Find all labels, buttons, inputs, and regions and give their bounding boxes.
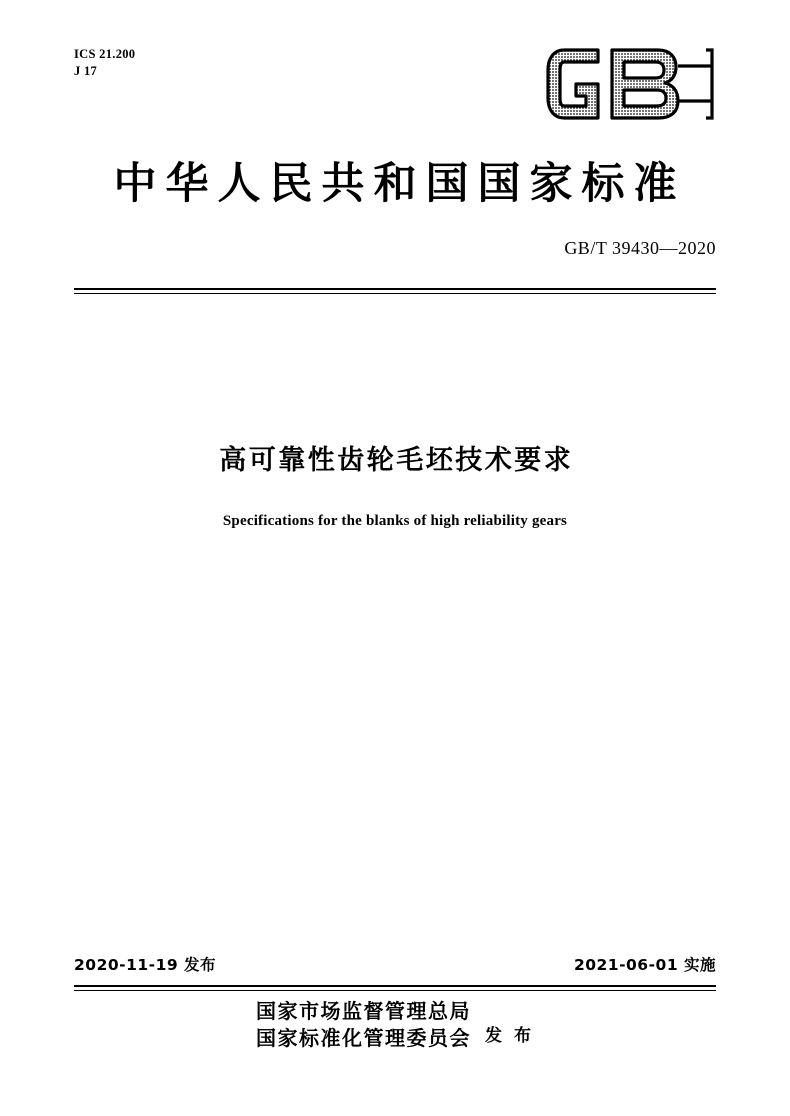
publisher-line-2: 国家标准化管理委员会 [256, 1026, 472, 1050]
standard-number: GB/T 39430—2020 [564, 238, 716, 258]
national-standard-title: 中华人民共和国国家标准 [113, 159, 686, 209]
ics-code: ICS 21.200 [74, 47, 136, 61]
gb-logo-icon [546, 44, 716, 124]
footer-divider-thick [74, 985, 716, 987]
publisher-action: 发 布 [485, 1025, 534, 1046]
publisher-block [0, 998, 790, 1052]
ics-block [74, 46, 135, 80]
publisher-line-1: 国家市场监督管理总局 [256, 999, 472, 1023]
document-title-english: Specifications for the blanks of high reliability gears [222, 513, 568, 529]
classification-code: J 17 [74, 63, 98, 78]
footer-divider-thin [74, 990, 716, 991]
issue-date: 2020-11-19 发布 [74, 956, 217, 974]
effective-date: 2021-06-01 实施 [573, 956, 716, 974]
header-divider-thin [74, 293, 716, 294]
publisher-names [256, 998, 471, 1052]
header-divider-thick [74, 288, 716, 290]
document-title-chinese: 高可靠性齿轮毛坯技术要求 [219, 445, 574, 476]
